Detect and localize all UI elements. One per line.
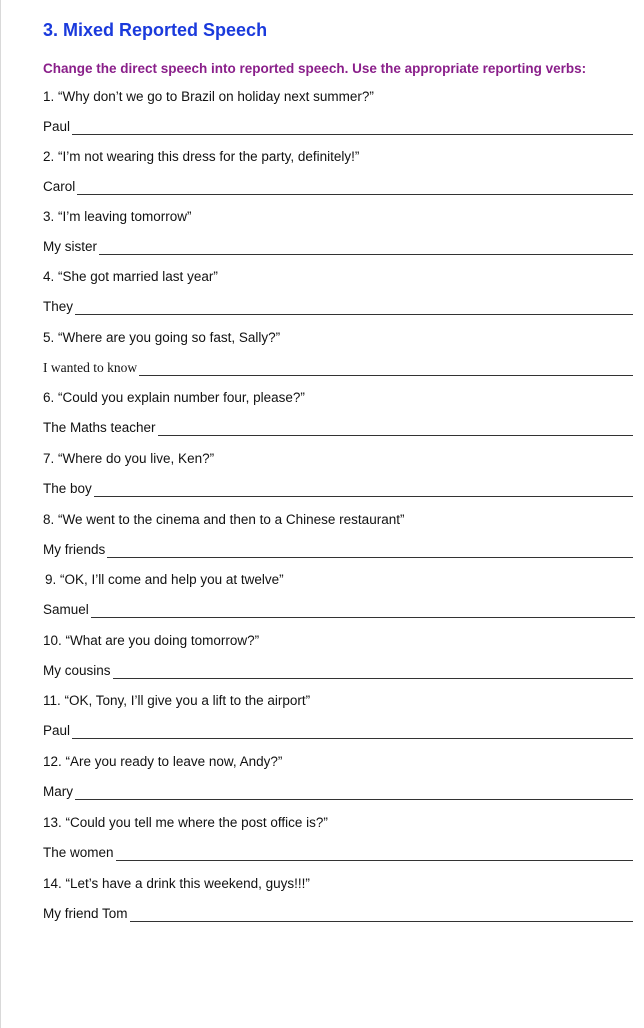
direct-speech: 14. “Let’s have a drink this weekend, guys!!!”: [43, 876, 310, 891]
answer-blank[interactable]: [75, 787, 633, 800]
direct-speech: 10. “What are you doing tomorrow?”: [43, 633, 260, 648]
exercise-item: [43, 693, 633, 739]
answer-subject: Mary: [43, 784, 73, 799]
direct-speech: 8. “We went to the cinema and then to a Chinese restaurant”: [43, 512, 405, 527]
exercise-item: [43, 633, 633, 679]
exercise-item: [43, 330, 633, 376]
exercise-item: [43, 815, 633, 861]
direct-speech: 5. “Where are you going so fast, Sally?”: [43, 330, 281, 345]
answer-blank[interactable]: [77, 182, 633, 195]
answer-subject: Carol: [43, 179, 76, 194]
worksheet-title: 3. Mixed Reported Speech: [43, 20, 268, 40]
answer-blank[interactable]: [72, 122, 633, 135]
answer-blank[interactable]: [113, 666, 633, 679]
answer-subject: My friends: [43, 542, 106, 557]
exercise-item: [43, 149, 633, 195]
answer-blank[interactable]: [139, 363, 633, 376]
exercise-item: [43, 451, 633, 497]
page-edge: [0, 0, 1, 1028]
answer-subject: My cousins: [43, 663, 111, 678]
answer-subject: My friend Tom: [43, 906, 128, 921]
exercise-item: [45, 572, 635, 618]
answer-subject: Paul: [43, 119, 71, 134]
exercise-item: [43, 754, 633, 800]
answer-blank[interactable]: [130, 909, 633, 922]
exercise-item: [43, 269, 633, 315]
exercise-item: [43, 876, 633, 922]
direct-speech: 9. “OK, I’ll come and help you at twelve”: [45, 572, 284, 587]
instructions: Change the direct speech into reported speech. Use the appropriate reporting verbs:: [43, 61, 587, 76]
direct-speech: 3. “I’m leaving tomorrow”: [43, 209, 192, 224]
answer-blank[interactable]: [116, 848, 633, 861]
direct-speech: 7. “Where do you live, Ken?”: [43, 451, 215, 466]
answer-blank[interactable]: [75, 302, 633, 315]
answer-blank[interactable]: [99, 242, 633, 255]
answer-blank[interactable]: [91, 605, 635, 618]
direct-speech: 12. “Are you ready to leave now, Andy?”: [43, 754, 283, 769]
answer-subject: The boy: [43, 481, 92, 496]
answer-blank[interactable]: [72, 726, 633, 739]
direct-speech: 2. “I’m not wearing this dress for the party, definitely!”: [43, 149, 360, 164]
direct-speech: 1. “Why don’t we go to Brazil on holiday next summer?”: [43, 89, 374, 104]
exercise-item: [43, 209, 633, 255]
direct-speech: 6. “Could you explain number four, please?”: [43, 390, 305, 405]
answer-subject: The Maths teacher: [43, 420, 156, 435]
exercise-item: [43, 390, 633, 436]
answer-blank[interactable]: [158, 423, 633, 436]
exercise-item: [43, 89, 633, 135]
answer-subject: Samuel: [43, 602, 89, 617]
answer-blank[interactable]: [107, 545, 633, 558]
direct-speech: 4. “She got married last year”: [43, 269, 218, 284]
answer-subject: They: [43, 299, 74, 314]
direct-speech: 11. “OK, Tony, I’ll give you a lift to the airport”: [43, 693, 311, 708]
answer-subject: My sister: [43, 239, 97, 254]
direct-speech: 13. “Could you tell me where the post office is?”: [43, 815, 328, 830]
answer-subject: The women: [43, 845, 114, 860]
answer-blank[interactable]: [94, 484, 633, 497]
answer-subject: Paul: [43, 723, 71, 738]
exercise-item: [43, 512, 633, 558]
answer-subject: I wanted to know: [43, 360, 138, 375]
